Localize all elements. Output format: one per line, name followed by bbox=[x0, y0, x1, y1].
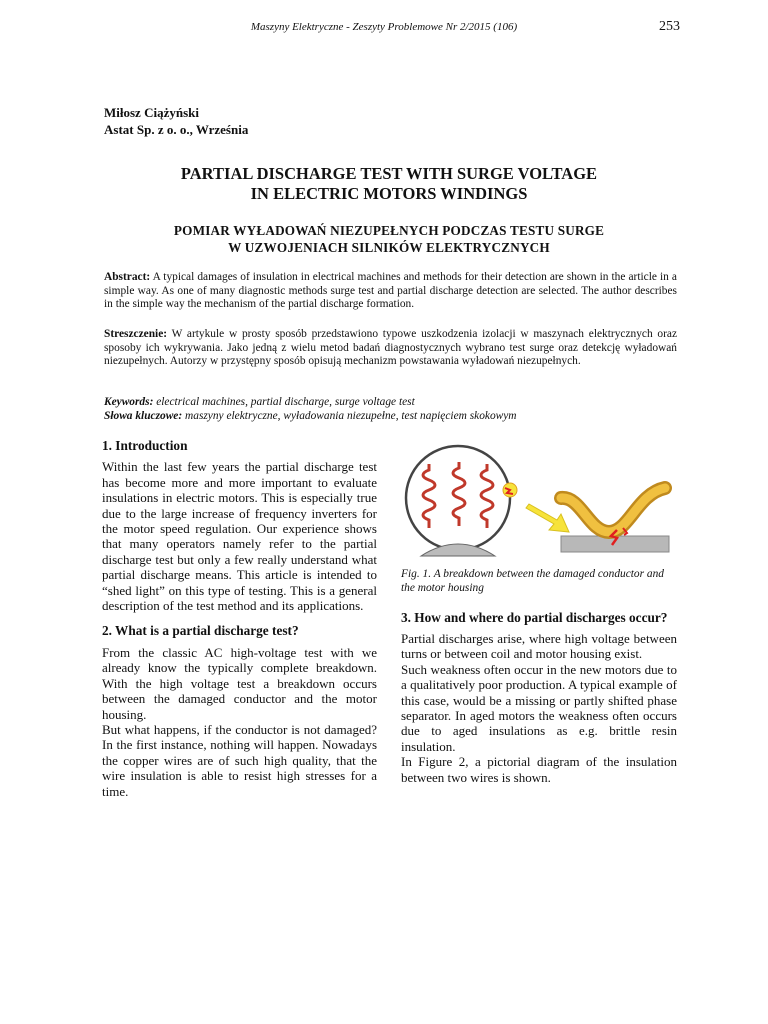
title-english bbox=[0, 164, 768, 204]
keywords-en-text: electrical machines, partial discharge, surge voltage test bbox=[153, 396, 415, 408]
keywords-pl-text: maszyny elektryczne, wyładowania niezupełne, test napięciem skokowym bbox=[182, 410, 517, 422]
section-2-heading: 2. What is a partial discharge test? bbox=[102, 623, 299, 639]
streszczenie-text: W artykule w prosty sposób przedstawiono typowe uszkodzenia izolacji w maszynach elektrycznych oraz sposoby ich wykrywania. Jako jedną z wielu metod badań diagnostycznych wybrano test surge oraz detekcję wyładowań niezupełnych. Autorzy w przystępny sposób opisują mechanizm powstawania wyładowań niezupełnych. bbox=[104, 328, 677, 368]
keywords-pl-label: Słowa kluczowe: bbox=[104, 410, 183, 422]
keywords-en-label: Keywords: bbox=[104, 396, 154, 408]
section-3-paragraph-1: Partial discharges arise, where high voltage between turns or between coil and motor housing exist. bbox=[401, 631, 677, 662]
keywords-en bbox=[104, 395, 677, 409]
title-pl-line-1: POMIAR WYŁADOWAŃ NIEZUPEŁNYCH PODCZAS TESTU SURGE bbox=[173, 223, 605, 238]
section-2-paragraph-1: From the classic AC high-voltage test with we already know the typically complete breakdown. With the high voltage test a breakdown occurs between the damaged conductor and the motor housing. bbox=[102, 644, 377, 722]
section-3-heading: 3. How and where do partial discharges occur? bbox=[401, 609, 668, 625]
abstract-polish bbox=[104, 328, 677, 369]
title-polish bbox=[0, 222, 768, 256]
running-head: Maszyny Elektryczne - Zeszyty Problemowe Nr 2/2015 (106) bbox=[250, 21, 518, 33]
left-column bbox=[102, 438, 377, 799]
figure-1-caption: Fig. 1. A breakdown between the damaged conductor and the motor housing bbox=[401, 568, 664, 594]
title-en-line-1: PARTIAL DISCHARGE TEST WITH SURGE VOLTAGE bbox=[180, 164, 598, 183]
author-block bbox=[104, 104, 248, 138]
abstract-english bbox=[104, 271, 677, 312]
keywords-pl bbox=[104, 409, 677, 423]
title-pl-line-2: W UZWOJENIACH SILNIKÓW ELEKTRYCZNYCH bbox=[228, 240, 550, 255]
section-2-paragraph-2: But what happens, if the conductor is not damaged? In the first instance, nothing will happen. Nowadays the copper wires are of such high quality, that the wire insulation is able to resist high stresses for a time. bbox=[102, 721, 377, 799]
motor-stand bbox=[421, 544, 495, 556]
right-column bbox=[401, 444, 677, 785]
figure-1-illustration bbox=[401, 444, 677, 564]
section-1-heading: 1. Introduction bbox=[102, 438, 188, 453]
section-3-paragraph-3: In Figure 2, a pictorial diagram of the insulation between two wires is shown. bbox=[401, 754, 677, 785]
section-3-paragraph-2: Such weakness often occur in the new motors due to a qualitatively poor production. A typical example of this case, would be a missing or partly shifted phase separator. In aged motors the weakness often occurs due to aged insulations as e.g. brittle resin insulation. bbox=[401, 661, 677, 754]
abstract-text: A typical damages of insulation in electrical machines and methods for their detection are shown in the article in a simple way. As one of many diagnostic methods surge test and partial discharge detection are selected. The author describes in the simple way the mechanism of the partial discharge formation. bbox=[104, 271, 677, 311]
keywords-block bbox=[104, 395, 677, 423]
title-en-line-2: IN ELECTRIC MOTORS WINDINGS bbox=[250, 184, 528, 203]
page-number: 253 bbox=[659, 19, 680, 34]
section-1-paragraph: Within the last few years the partial discharge test has become more and more important to evaluate insulations in electric motors. This is especially true due to the large increase of frequency inverters for the motor speed regulation. Our experience shows that many operators namely refer to the partial discharge test but only a few really understand what partial discharge means. This article is intended to “shed light” on this type of testing. This is a general description of the test method and its applications. bbox=[102, 459, 377, 614]
author-affiliation: Astat Sp. z o. o., Września bbox=[104, 122, 249, 137]
figure-1 bbox=[401, 444, 677, 564]
author-name: Miłosz Ciążyński bbox=[104, 105, 199, 120]
streszczenie-label: Streszczenie: bbox=[104, 328, 168, 340]
arrow-icon bbox=[526, 504, 569, 532]
abstract-label: Abstract: bbox=[104, 271, 151, 283]
